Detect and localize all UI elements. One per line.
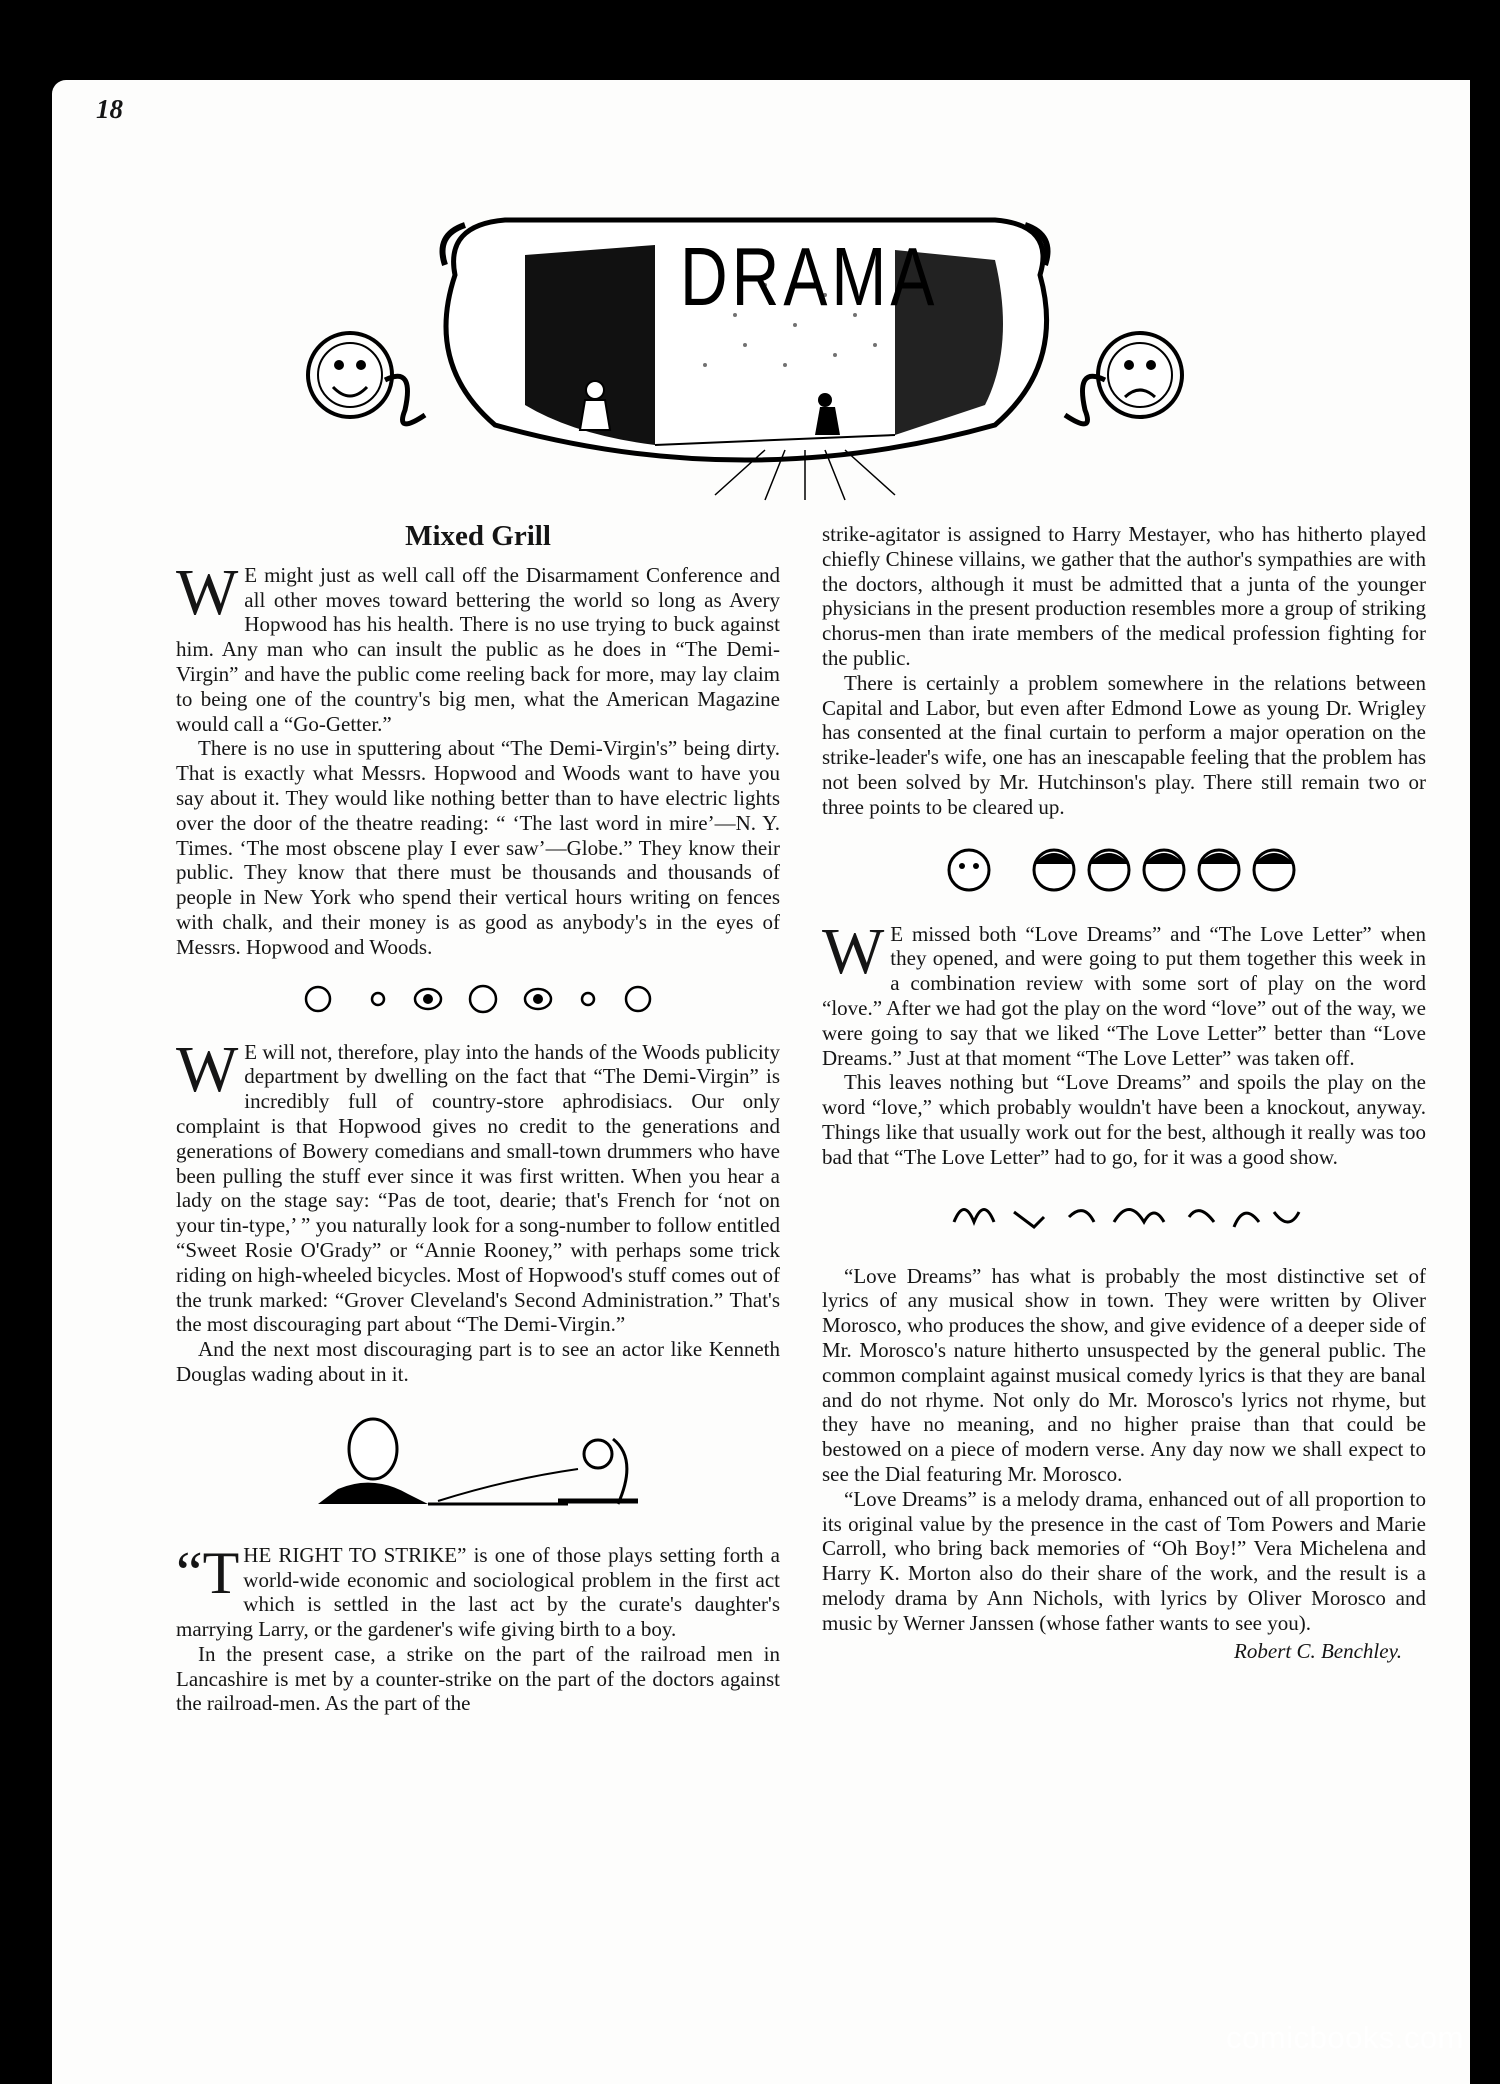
paragraph: W E missed both “Love Dreams” and “The Love Letter” when they opened, and were going to put them together this week in a combination review with some sort of play on the word “love.” After we had got the play on the word “love” out of the way, we were going to say that we liked “The Love Letter” better than “Love Dreams.” Just at that moment “The Love Letter” was taken off. <box>822 914 1426 1070</box>
paragraph: There is no use in sputtering about “The Demi-Virgin's” being dirty. That is exactly what Messrs. Hopwood and Woods want to have you say about it. They would like nothing better than to have electric lights over the door of the theatre reading: “ ‘The last word in mire’—N. Y. Times. ‘The most obscene play I ever saw’—Globe.” They know their public. They know that there must be thousands and thousands of people in New York who spend their vertical hours writing on fences with chalk, and their money is as good as anybody's in the eyes of Messrs. Hopwood and Woods. <box>176 736 780 959</box>
drama-header-illustration <box>295 165 1195 510</box>
script-flourish-ornament-icon <box>944 1192 1304 1240</box>
faces-ornament-icon <box>944 842 1304 898</box>
drop-cap: W <box>176 1032 239 1106</box>
paragraph: “Love Dreams” is a melody drama, enhanced out of all proportion to its original value by the presence in the cast of Tom Powers and Marie Carroll, who bring back memories of “Oh Boy!” Vera Michelena and Harry K. Morton also do their share of the work, and the result is a melody drama by Ann Nichols, with lyrics by Oliver Morosco and music by Werner Janssen (whose father wants to see you). <box>822 1486 1426 1635</box>
left-column <box>176 520 780 1716</box>
author-signature: Robert C. Benchley. <box>1234 1639 1402 1664</box>
paragraph: This leaves nothing but “Love Dreams” and spoils the play on the word “love,” which probably wouldn't have been a knockout, anyway. Things like that usually work out for the best, although it really was too bad that “The Love Letter” had to go, for it was a good show. <box>822 1070 1426 1169</box>
page-number: 18 <box>96 94 123 124</box>
article-title: Mixed Grill <box>405 520 551 552</box>
paragraph: “THE RIGHT TO STRIKE” is one of those plays setting forth a world-wide economic and sociological problem in the first act which is settled in the last act by the curate's daughter's marrying Larry, or the gardener's wife giving birth to a boy. <box>176 1539 780 1642</box>
scan-border-left <box>0 0 52 2084</box>
site-watermark: comicbooks.com <box>1226 2020 1464 2055</box>
right-column <box>822 522 1426 1664</box>
paragraph: And the next most discouraging part is to see an actor like Kenneth Douglas wading about in it. <box>176 1337 780 1386</box>
paragraph: “Love Dreams” has what is probably the most distinctive set of lyrics of any musical show in town. They were written by Oliver Morosco, who produces the show, and give evidence of a deeper side of Mr. Morosco's nature hitherto unsuspected by the general public. The common complaint against musical comedy lyrics is that they are banal and do not rhyme. Not only do Mr. Morosco's lyrics not rhyme, but they have no meaning, and no higher praise than that could be bestowed on a piece of modern verse. Any day now we shall expect to see the Dial featuring Mr. Morosco. <box>822 1263 1426 1486</box>
drop-cap: W <box>176 555 239 629</box>
comedy-mask-left-icon <box>308 333 425 424</box>
drama-heading: DRAMA <box>680 229 939 323</box>
paragraph: W E will not, therefore, play into the hands of the Woods publicity department by dwelling on the fact that “The Demi-Virgin” is incredibly full of country-store aphrodisiacs. Our only complaint is that Hopwood gives no credit to the generations and generations of Bowery comedians and small-town drummers who have been pulling the stuff ever since it was first written. When you hear a lady on the stage say: “Pas de toot, dearie; that's French for ‘not on your tin-type,’ ” you naturally look for a song-number to follow entitled “Sweet Rosie O'Grady” or “Annie Rooney,” with perhaps some trick riding on high-wheeled bicycles. Most of Hopwood's stuff comes out of the trunk marked: “Grover Cleveland's Second Administration.” That's the most discouraging part about “The Demi-Virgin.” <box>176 1032 780 1337</box>
reclining-figures-ornament-icon <box>278 1409 678 1519</box>
paragraph: In the present case, a strike on the part of the railroad men in Lancashire is met by a counter-strike on the part of the doctors against the railroad-men. As the part of the <box>176 1641 780 1716</box>
tragedy-mask-right-icon <box>1065 333 1182 424</box>
drop-cap: “T <box>176 1539 240 1606</box>
paragraph: There is certainly a problem somewhere in the relations between Capital and Labor, but even after Edmond Lowe as young Dr. Wrigley has consented at the final curtain to perform a major operation on the strike-leader's wife, one has an inescapable feeling that the problem has not been solved by Mr. Hutchinson's play. There still remain two or three points to be cleared up. <box>822 670 1426 819</box>
drop-cap: W <box>822 914 885 988</box>
paragraph: W E might just as well call off the Disarmament Conference and all other moves toward bettering the world so long as Avery Hopwood has his health. There is no use trying to buck against him. Any man who can insult the public as he does in “The Demi-Virgin” and have the public come reeling back for more, may lay claim to being one of the country's big men, what the American Magazine would call a “Go-Getter.” <box>176 555 780 736</box>
paragraph: strike-agitator is assigned to Harry Mestayer, who has hitherto played chiefly Chinese villains, we gather that the author's sympathies are with the doctors, although it must be admitted that a junta of the younger physicians in the present production resembles more a group of striking chorus-men than irate members of the medical profession fighting for the public. <box>822 522 1426 670</box>
flower-ornament-icon <box>298 982 658 1016</box>
